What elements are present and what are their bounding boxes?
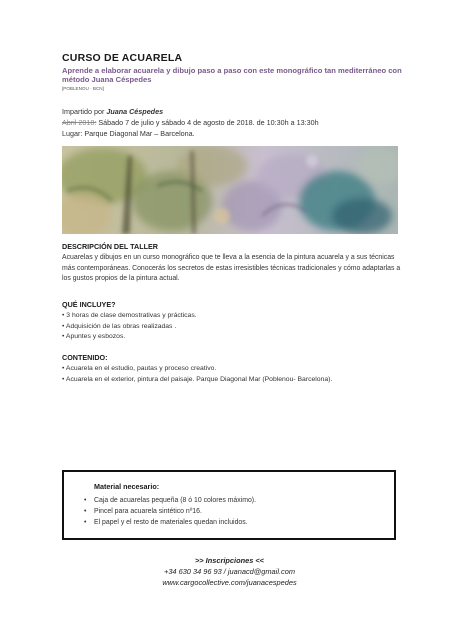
includes-list bbox=[62, 311, 402, 343]
description-text: Acuarelas y dibujos en un curso monográfico que te lleva a la esencia de la pintura acuarela y a sus técnicas más contemporáneas. Conocerás los secretos de estas irresistibles técnicas tradicionales y cómo adaptarlas a los gustos propios de la pintura actual. bbox=[62, 254, 401, 282]
list-item: • Pincel para acuarela sintético nº16. bbox=[84, 506, 256, 517]
list-item: • Acuarela en el exterior, pintura del paisaje. Parque Diagonal Mar (Poblenou- Barcelona). bbox=[62, 375, 402, 386]
content-title: CONTENIDO: bbox=[62, 353, 108, 362]
list-item: • Caja de acuarelas pequeña (8 ó 10 colores máximo). bbox=[84, 495, 256, 506]
materials-list bbox=[84, 495, 256, 528]
course-title: CURSO DE ACUARELA bbox=[62, 52, 183, 64]
contact-phone-email[interactable]: +34 630 34 96 93 / juanacd@gmail.com bbox=[164, 567, 295, 576]
list-item: • Adquisición de las obras realizadas . bbox=[62, 322, 402, 333]
date-line bbox=[62, 118, 319, 127]
author-line bbox=[62, 107, 163, 116]
inscriptions-heading: >> Inscripciones << bbox=[194, 556, 265, 565]
author-name: Juana Céspedes bbox=[106, 107, 164, 116]
list-item: • Acuarela en el estudio, pautas y proceso creativo. bbox=[62, 364, 402, 375]
course-date: Sábado 7 de julio y sábado 4 de agosto de 2018. de 10:30h a 13:30h bbox=[96, 118, 319, 127]
materials-box bbox=[62, 470, 396, 540]
place-line: Lugar: Parque Diagonal Mar – Barcelona. bbox=[62, 129, 195, 138]
watercolor-painting bbox=[62, 146, 398, 234]
list-item: • Apuntes y esbozos. bbox=[62, 332, 402, 343]
watercolor-banner-image bbox=[62, 146, 398, 234]
description-title: DESCRIPCIÓN DEL TALLER bbox=[62, 242, 158, 251]
list-item: • El papel y el resto de materiales quedan incluidos. bbox=[84, 517, 256, 528]
materials-title: Material necesario: bbox=[94, 482, 160, 491]
course-subtitle: Aprende a elaborar acuarela y dibujo paso a paso con este monográfico tan mediterráneo con método Juana Céspedes bbox=[62, 66, 402, 84]
location-tag: [POBLENOU · BCN] bbox=[62, 86, 104, 91]
includes-title: QUÉ INCLUYE? bbox=[62, 300, 116, 309]
old-date: Abril 2018: bbox=[62, 118, 97, 127]
list-item: • 3 horas de clase demostrativas y prácticas. bbox=[62, 311, 402, 322]
author-prefix: Impartido por bbox=[62, 107, 107, 116]
website-link[interactable]: www.cargocollective.com/juanacespedes bbox=[162, 578, 297, 587]
content-list bbox=[62, 364, 402, 385]
